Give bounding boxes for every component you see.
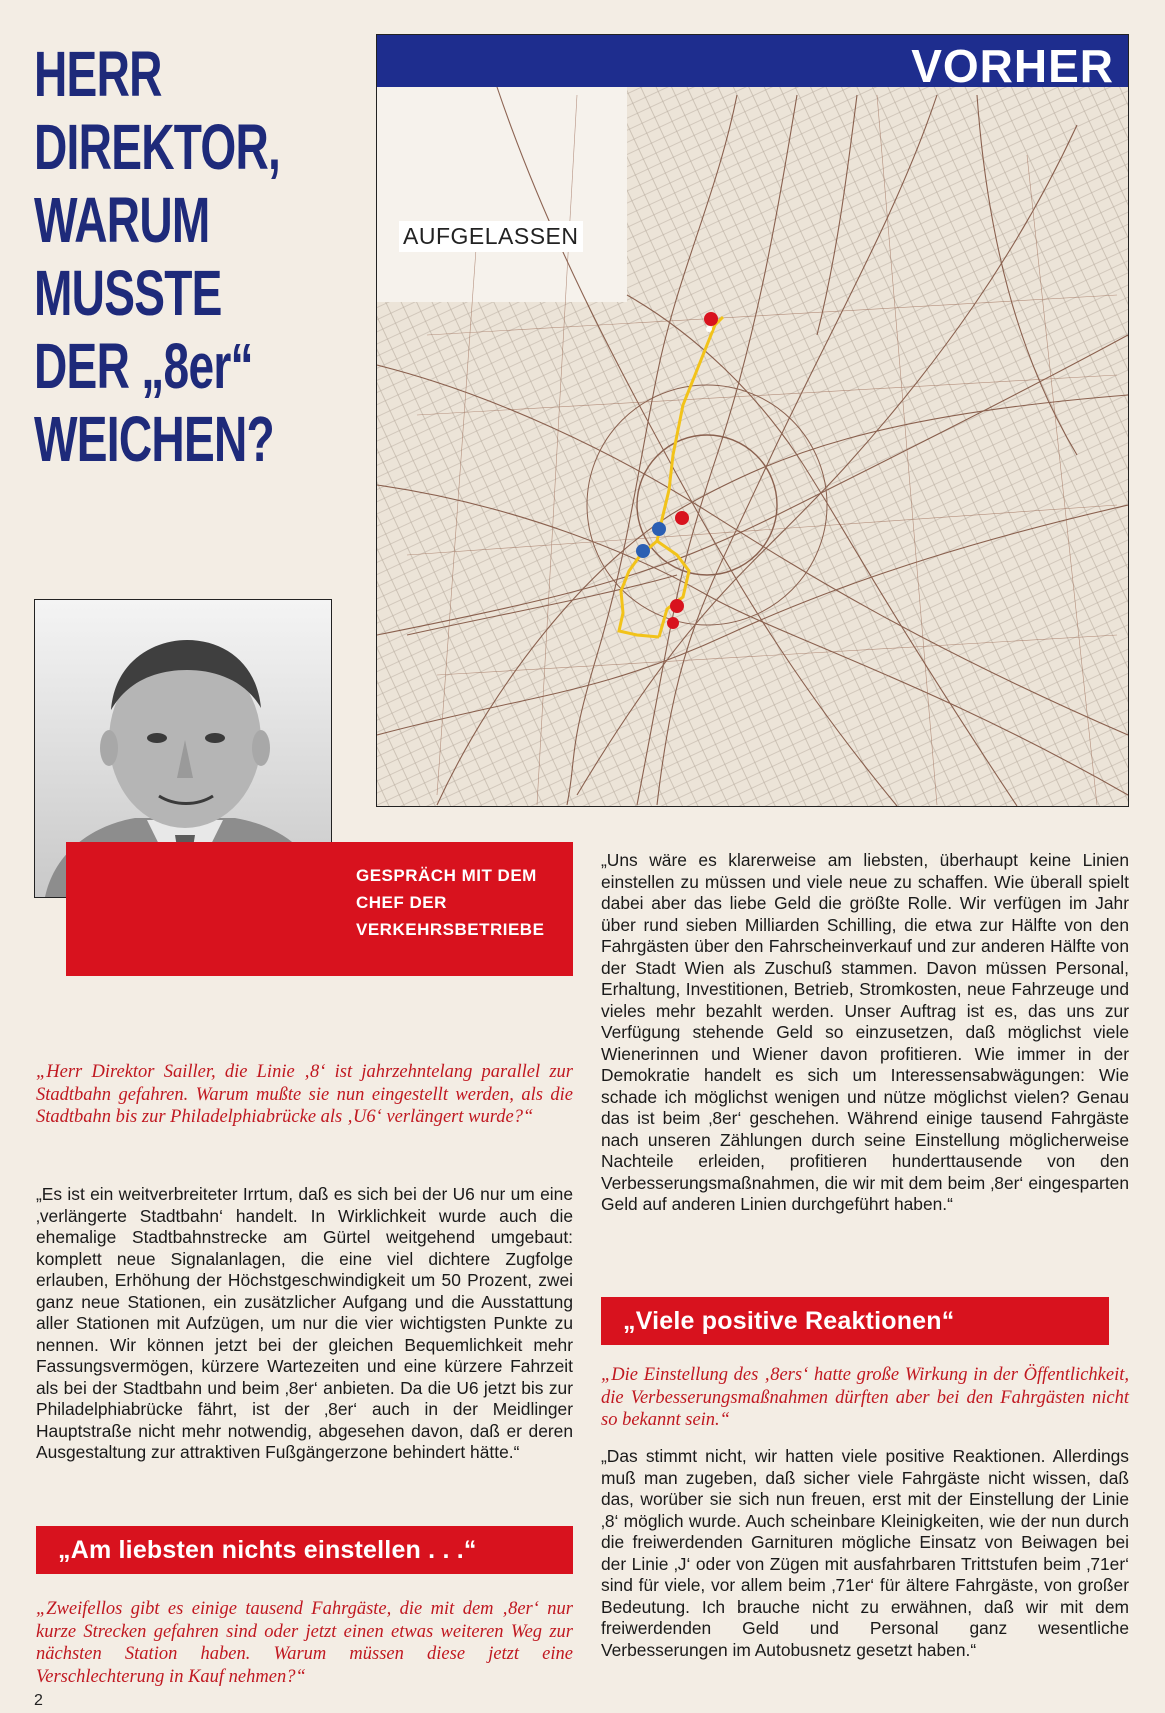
headline-line: DER „8er“: [34, 330, 253, 402]
headline: [34, 38, 281, 476]
headline-line: HERR: [34, 38, 162, 110]
question-1: „Herr Direktor Sailler, die Linie ‚8‘ ist jahrzehntelang parallel zur Stadtbahn gefahren. Warum mußte sie nun eingestellt werden, als die Stadtbahn bis zur Philadelphiabrücke als ‚U6‘ verlängert wurde?“: [36, 1062, 573, 1127]
map-network-graphic: [377, 35, 1128, 806]
page-number: 2: [34, 1692, 43, 1709]
answer-3: „Das stimmt nicht, wir hatten viele positive Reaktionen. Allerdings muß man zugeben, daß sicher viele Fahrgäste nicht wissen, daß das, worüber sie sich nun freuen, erst mit der Einstellung der Linie ‚8‘ möglich wurde. Auch scheinbare Kleinigkeiten, wie der nun durch die freiwerdenden Garnituren mögliche Einsatz von Beiwagen bei der Linie ‚J‘ oder von Zügen mit ausfahrbaren Trittstufen beim ‚71er‘ sind für viele, vor allem beim ‚71er‘ für ältere Fahrgäste, von großer Bedeutung. Ich brauche nicht zu erwähnen, daß wir mit dem freiwerdenden Geld und Personal ganz wesentliche Verbesserungen im Autobusnetz gesetzt haben.“: [601, 1446, 1129, 1660]
vorher-banner: [377, 35, 1128, 92]
vorher-label: VORHER: [911, 40, 1114, 92]
headline-line: WARUM: [34, 184, 210, 256]
route-map: [376, 34, 1129, 807]
headline-line: DIREKTOR,: [34, 111, 281, 183]
headline-line: WEICHEN?: [34, 403, 274, 475]
answer-1: „Es ist ein weitverbreiteter Irrtum, daß es sich bei der U6 nur um eine ‚verlängerte Stadtbahn‘ handelt. In Wirklichkeit wurde auch die ehemalige Stadtbahnstrecke am Gürtel weitgehend umgebaut: komplett neue Signalanlagen, die eine viel dichtere Zugfolge erlauben, Erhöhung der Höchstgeschwindigkeit um 50 Prozent, zwei ganz neue Stationen, ein zusätzlicher Aufgang und die Ausstattung aller Stationen mit Aufzügen, um nur die vier wichtigsten Punkte zu nennen. Wir können jetzt bei der gleichen Bequemlichkeit mehr Fassungsvermögen, kürzere Wartezeiten und eine kürzere Fahrzeit als bei der Stadtbahn und beim ‚8er‘ anbieten. Da die U6 jetzt bis zur Philadelphiabrücke fährt, ist der ‚8er‘ auch in der Meidlinger Hauptstraße nicht mehr notwendig, abgesehen davon, daß er deren Ausgestaltung zur attraktiven Fußgängerzone behindert hätte.“: [36, 1184, 573, 1462]
answer-2: „Uns wäre es klarerweise am liebsten, überhaupt keine Linien einstellen zu müssen und viele neue zu schaffen. Wie überall spielt dabei aber das liebe Geld die größte Rolle. Wir verfügen im Jahr über rund sieben Milliarden Schilling, die etwa zur Hälfte von den Fahrgästen über den Fahrscheinverkauf und zur anderen Hälfte von der Stadt Wien als Zuschuß stammen. Davon müssen Personal, Erhaltung, Investitionen, Betrieb, Stromkosten, neue Fahrzeuge und vieles mehr bezahlt werden. Unser Auftrag ist es, das uns zur Verfügung stehende Geld so einzusetzen, daß möglichst viele Wienerinnen und Wiener davon profitieren. Wie immer in der Demokratie handelt es sich um Interessensabwägungen: Wie schade ich möglichst wenigen und nütze möglichst vielen? Genau das ist beim ‚8er‘ geschehen. Während einige tausend Fahrgäste nach unseren Zählungen durch seine Einstellung möglicherweise Nachteile erleiden, profitieren hunderttausende von den Verbesserungsmaßnahmen, die wir mit dem beim ‚8er‘ eingesparten Geld auf anderen Linien durchgeführt haben.“: [601, 850, 1129, 1214]
question-3: „Die Einstellung des ‚8ers‘ hatte große Wirkung in der Öffentlichkeit, die Verbesserungsmaßnahmen dürften aber bei den Fahrgästen nicht so bekannt sein.“: [601, 1365, 1129, 1430]
question-2: „Zweifellos gibt es einige tausend Fahrgäste, die mit dem ‚8er‘ nur kurze Strecken gefahren sind oder jetzt einen etwas weiteren Weg zur nächsten Station haben. Warum müssen diese jetzt eine Verschlechterung in Kauf nehmen?“: [36, 1599, 573, 1687]
headline-line: MUSSTE: [34, 257, 222, 329]
subheading-positive-reaktionen: „Viele positive Reaktionen“: [601, 1297, 1109, 1345]
map-label-aufgelassen: AUFGELASSEN: [399, 221, 583, 252]
interview-box-text: GESPRÄCH MIT DEM CHEF DER VERKEHRSBETRIEBE: [356, 866, 545, 939]
subheading-am-liebsten: „Am liebsten nichts einstellen . . .“: [36, 1526, 573, 1574]
